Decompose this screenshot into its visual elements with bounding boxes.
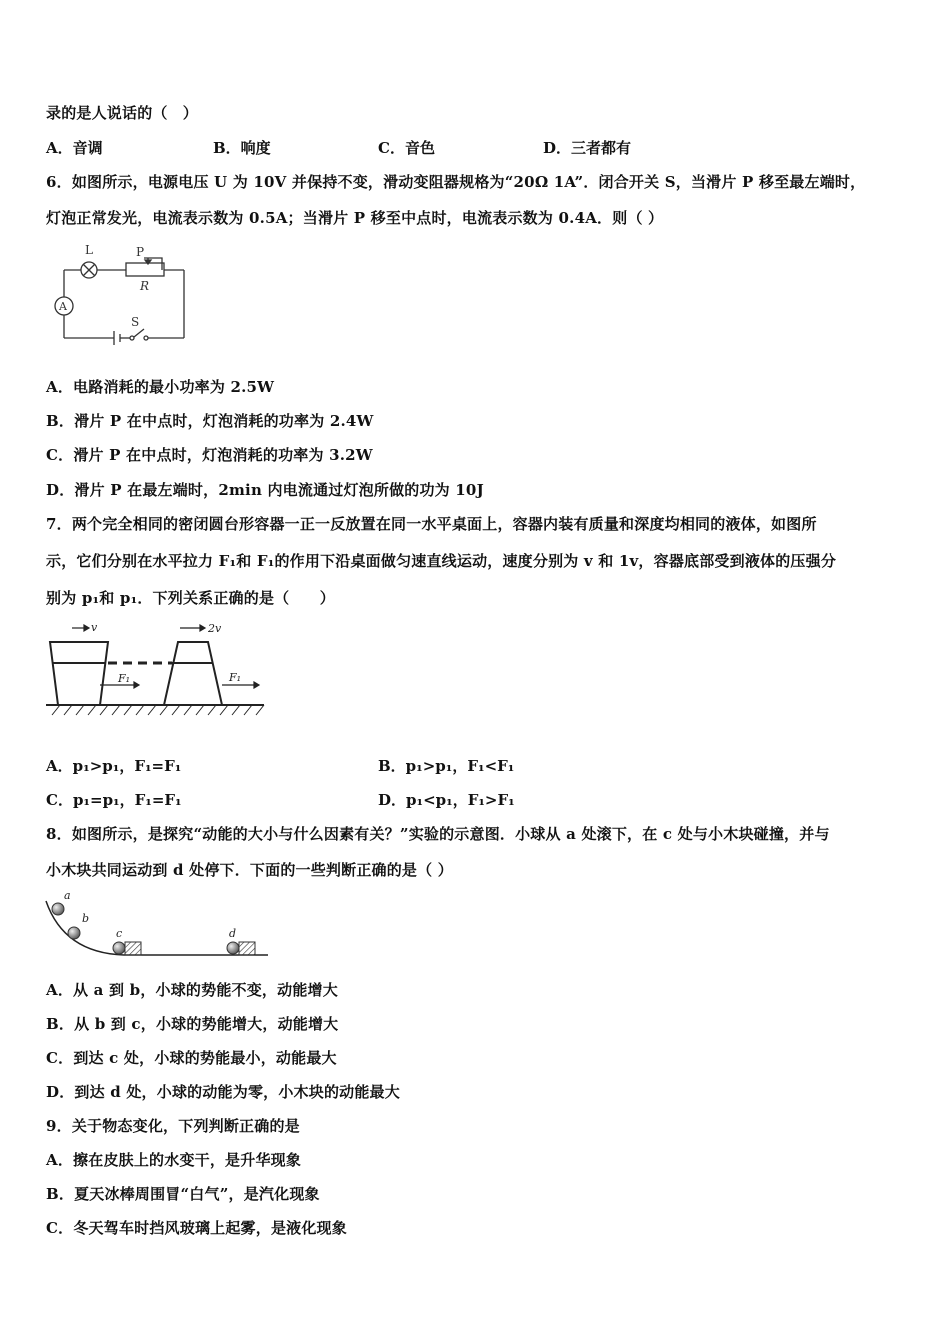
q7-stem-line3: 别为 p₁和 p₁．下列关系正确的是（ ） (46, 589, 335, 607)
q6-option-a: A．电路消耗的最小功率为 2.5W (46, 378, 275, 396)
q8-label-b: b (82, 912, 90, 925)
q7-containers-diagram (44, 616, 266, 724)
q6-label-ammeter: A (59, 300, 67, 313)
q7-option-d: D．p₁<p₁，F₁>F₁ (378, 791, 515, 809)
q5-option-d: D．三者都有 (543, 139, 632, 157)
q7-label-f2: F₁ (229, 671, 242, 684)
q6-label-resistor: R (140, 279, 150, 293)
q8-label-a: a (64, 889, 71, 902)
q9-option-c: C．冬天驾车时挡风玻璃上起雾，是液化现象 (46, 1219, 347, 1237)
q6-stem-line2: 灯泡正常发光，电流表示数为 0.5A；当滑片 P 移至中点时，电流表示数为 0.4A．则（ ） (46, 209, 664, 227)
q7-option-c: C．p₁=p₁，F₁=F₁ (46, 791, 182, 809)
q9-stem: 9．关于物态变化，下列判断正确的是 (46, 1117, 300, 1135)
q6-circuit-diagram (44, 240, 196, 352)
q8-stem-line2: 小木块共同运动到 d 处停下．下面的一些判断正确的是（ ） (46, 861, 453, 879)
q7-label-f1: F₁ (118, 672, 131, 685)
q9-option-b: B．夏天冰棒周围冒“白气”，是汽化现象 (46, 1185, 320, 1203)
q7-stem-line2: 示，它们分别在水平拉力 F₁和 F₁的作用下沿桌面做匀速直线运动，速度分别为 v 和 1v，容器底部受到液体的压强分 (46, 552, 837, 570)
q6-label-lamp: L (85, 243, 93, 257)
q8-label-c: c (116, 927, 123, 940)
q8-stem-line1: 8．如图所示，是探究“动能的大小与什么因素有关？”实验的示意图．小球从 a 处滚下，在 c 处与小木块碰撞，并与 (46, 825, 830, 843)
q6-option-b: B．滑片 P 在中点时，灯泡消耗的功率为 2.4W (46, 412, 374, 430)
q8-option-d: D．到达 d 处，小球的动能为零，小木块的动能最大 (46, 1083, 400, 1101)
q6-label-switch: S (131, 315, 140, 329)
q5-option-b: B．响度 (213, 139, 271, 157)
q8-label-d: d (229, 927, 237, 940)
q6-label-slider: P (136, 245, 145, 259)
q6-stem-line1: 6．如图所示，电源电压 U 为 10V 并保持不变，滑动变阻器规格为“20Ω 1A”．闭合开关 S，当滑片 P 移至最左端时， (46, 173, 866, 191)
q7-label-v1: v (91, 621, 98, 634)
q8-option-c: C．到达 c 处，小球的势能最小，动能最大 (46, 1049, 337, 1067)
q5-option-a: A．音调 (46, 139, 103, 157)
q6-option-d: D．滑片 P 在最左端时，2min 内电流通过灯泡所做的功为 10J (46, 481, 484, 499)
q7-option-b: B．p₁>p₁，F₁<F₁ (378, 757, 515, 775)
q8-option-b: B．从 b 到 c，小球的势能增大，动能增大 (46, 1015, 339, 1033)
q7-label-v2: 2v (208, 622, 222, 635)
q6-option-c: C．滑片 P 在中点时，灯泡消耗的功率为 3.2W (46, 446, 373, 464)
q7-stem-line1: 7．两个完全相同的密闭圆台形容器一正一反放置在同一水平桌面上，容器内装有质量和深度均相同的液体，如图所 (46, 515, 817, 533)
q8-ramp-diagram (44, 887, 274, 963)
q7-option-a: A．p₁>p₁，F₁=F₁ (46, 757, 182, 775)
q5-stem-tail: 录的是人说话的（ ） (46, 104, 199, 122)
q5-option-c: C．音色 (378, 139, 435, 157)
q9-option-a: A．擦在皮肤上的水变干，是升华现象 (46, 1151, 302, 1169)
q8-option-a: A．从 a 到 b，小球的势能不变，动能增大 (46, 981, 338, 999)
